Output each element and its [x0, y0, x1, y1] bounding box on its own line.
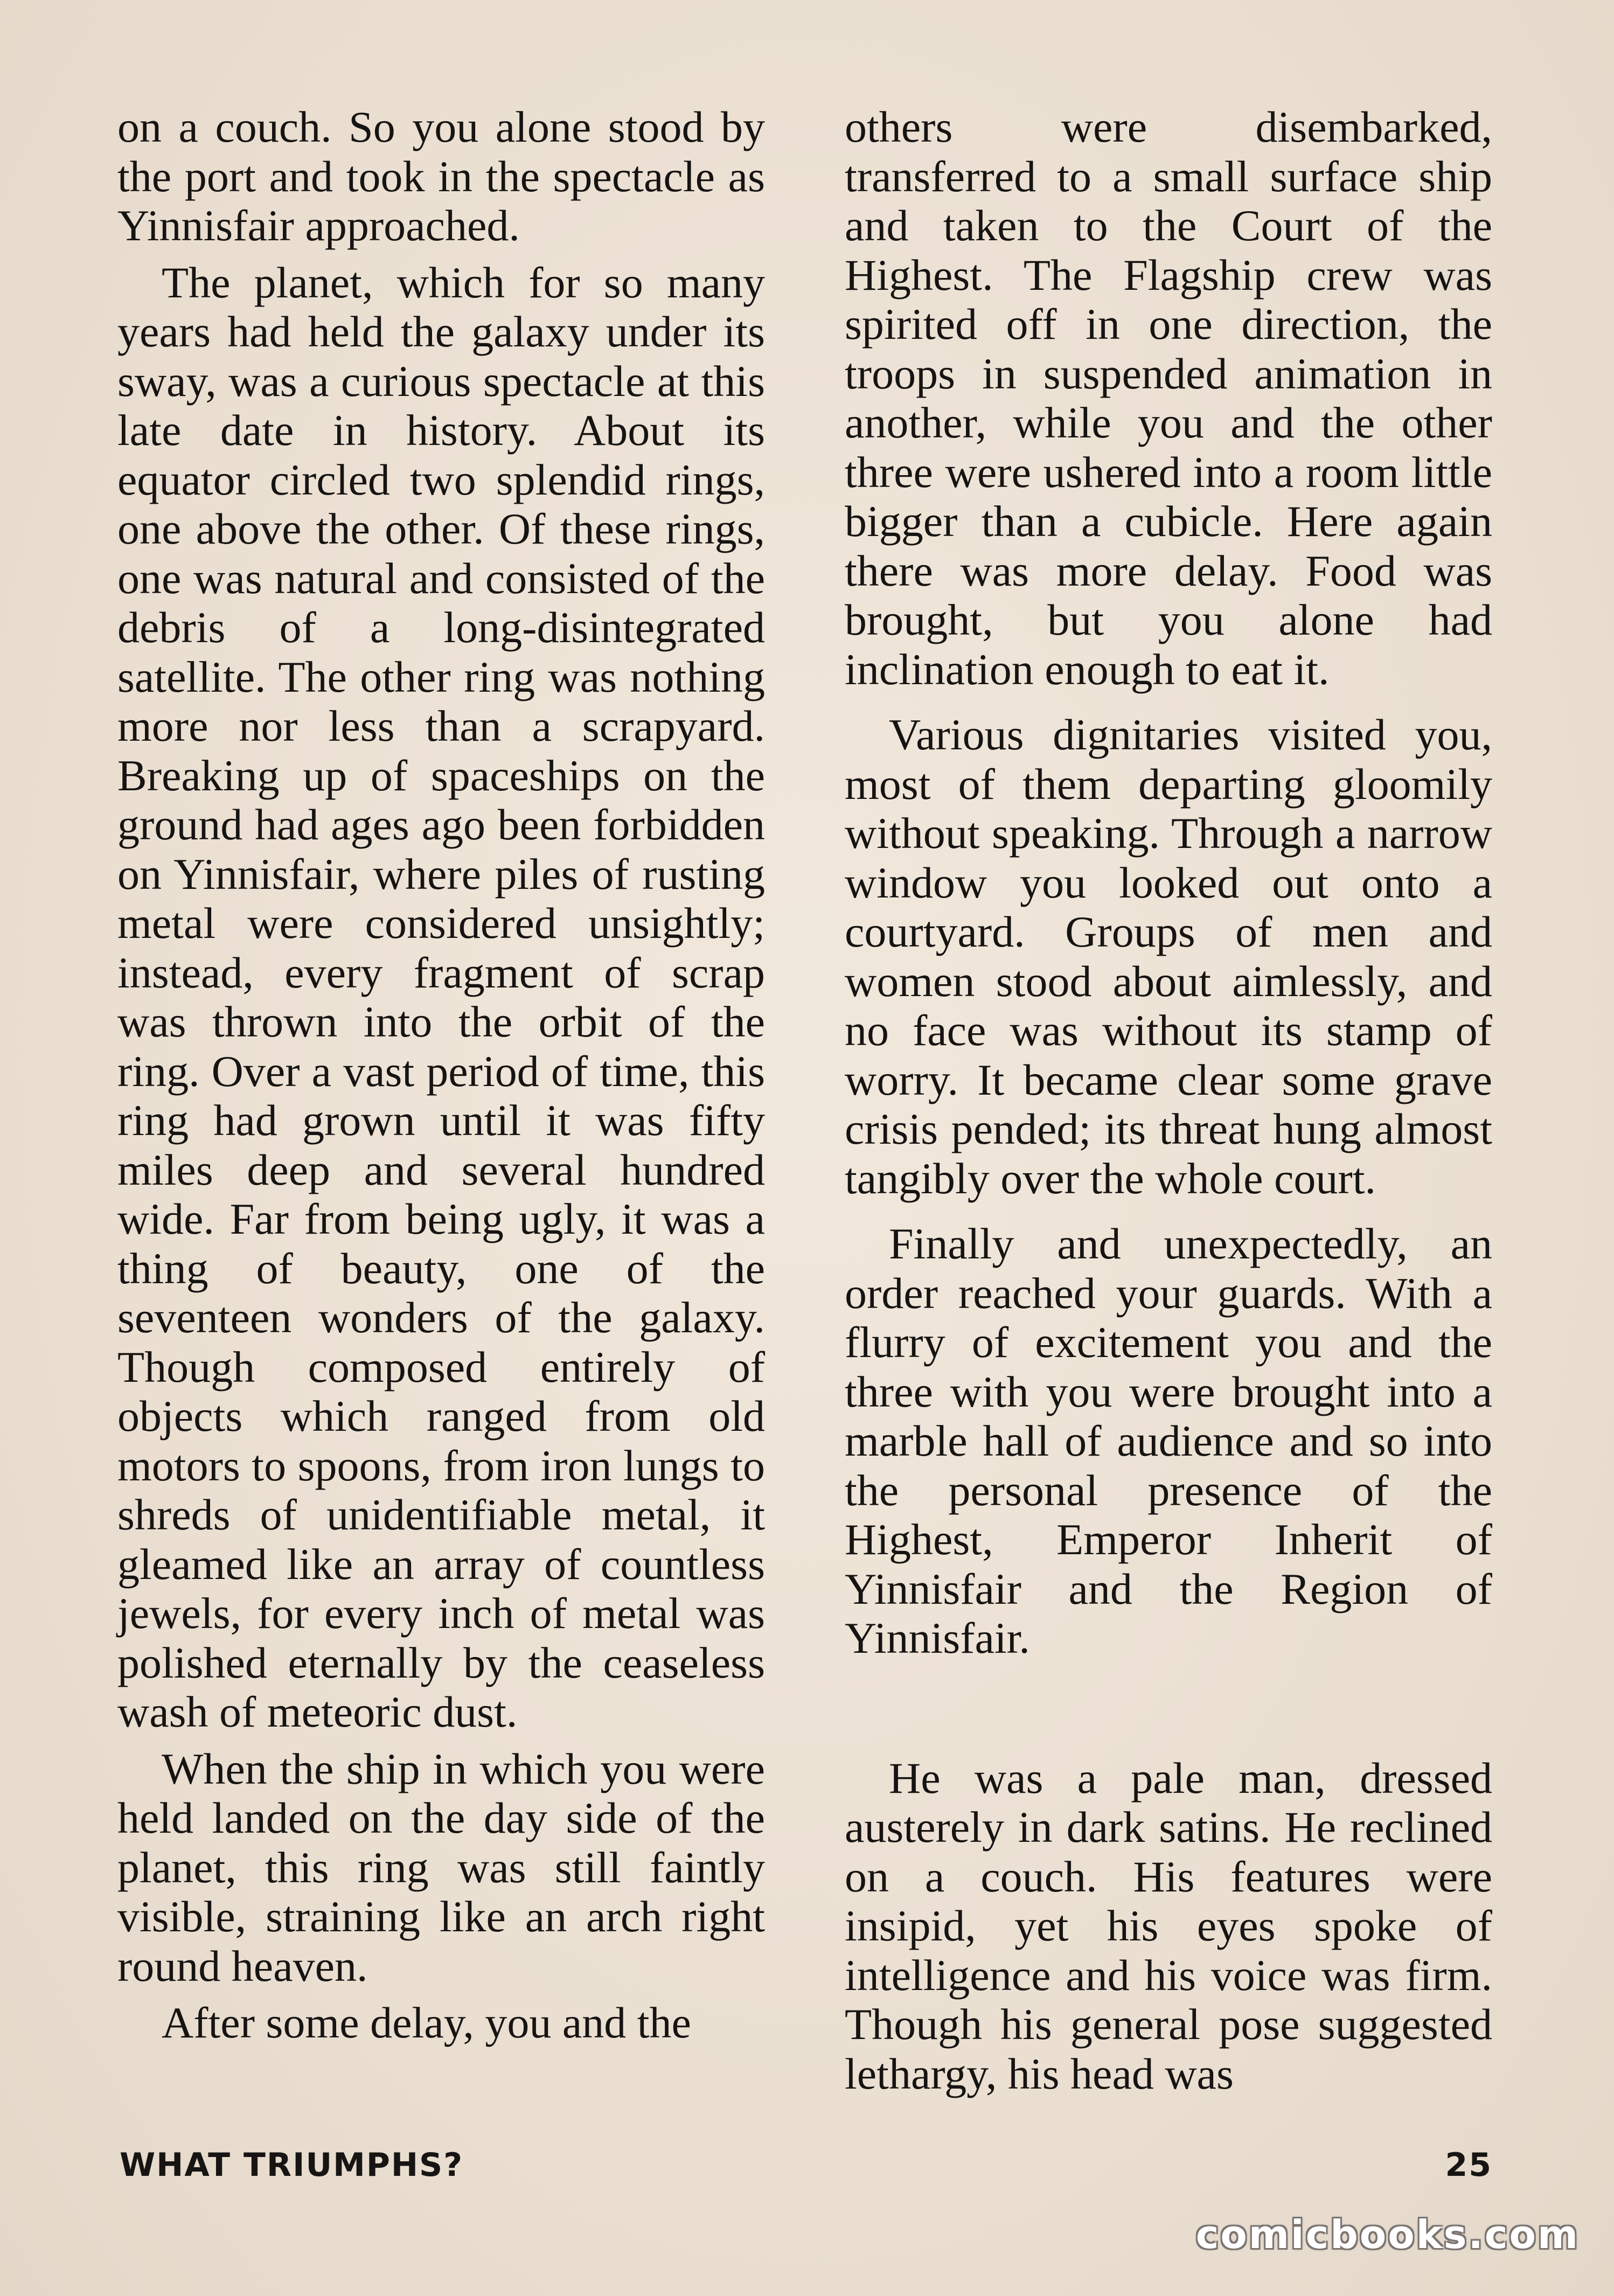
right-text-column	[845, 102, 1492, 2098]
paragraph: The planet, which for so many years had held the galaxy under its sway, was a curious spectacle at this late date in history. About its equator circled two splendid rings, one above the other. Of these rings, one was natural and consisted of the debris of a long-disintegrated satellite. The other ring was nothing more nor less than a scrapyard. Breaking up of spaceships on the ground had ages ago been forbidden on Yinnisfair, where piles of rusting metal were considered unsightly; instead, every fragment of scrap was thrown into the orbit of the ring. Over a vast period of time, this ring had grown until it was fifty miles deep and several hundred wide. Far from being ugly, it was a thing of beauty, one of the seventeen wonders of the galaxy. Though composed entirely of objects which ranged from old motors to spoons, from iron lungs to shreds of unidentifiable metal, it gleamed like an array of countless jewels, for every inch of metal was polished eternally by the ceaseless wash of meteoric dust.	[117, 258, 765, 1736]
running-footer-title: WHAT TRIUMPHS?	[120, 2146, 464, 2184]
paragraph: Finally and unexpectedly, an order reached your guards. With a flurry of excitement you and the three with you were brought into a marble hall of audience and so into the personal presence of the Highest, Emperor Inherit of Yinnisfair and the Region of Yinnisfair.	[845, 1219, 1492, 1662]
watermark: comicbooks.com	[1195, 2212, 1580, 2257]
paragraph: Various dignitaries visited you, most of them departing gloomily without speaking. Through a narrow window you looked out onto a courtyard. Groups of men and women stood about aimlessly, and no face was without its stamp of worry. It became clear some grave crisis pended; its threat hung almost tangibly over the whole court.	[845, 710, 1492, 1203]
page-number: 25	[1445, 2146, 1492, 2184]
paragraph: others were disembarked, transferred to a small surface ship and taken to the Court of the Highest. The Flagship crew was spirited off in one direction, the troops in suspended animation in another, while you and the other three were ushered into a room little bigger than a cubicle. Here again there was more delay. Food was brought, but you alone had inclination enough to eat it.	[845, 102, 1492, 694]
paragraph: He was a pale man, dressed austerely in dark satins. He reclined on a couch. His features were insipid, yet his eyes spoke of intelligence and his voice was firm. Though his general pose suggested lethargy, his head was	[845, 1753, 1492, 2098]
paragraph: When the ship in which you were held landed on the day side of the planet, this ring was still faintly visible, straining like an arch right round heaven.	[117, 1744, 765, 1991]
paragraph: After some delay, you and the	[162, 1998, 691, 2047]
paragraph: on a couch. So you alone stood by the port and took in the spectacle as Yinnisfair approached.	[117, 102, 765, 250]
left-text-column	[117, 102, 765, 2048]
